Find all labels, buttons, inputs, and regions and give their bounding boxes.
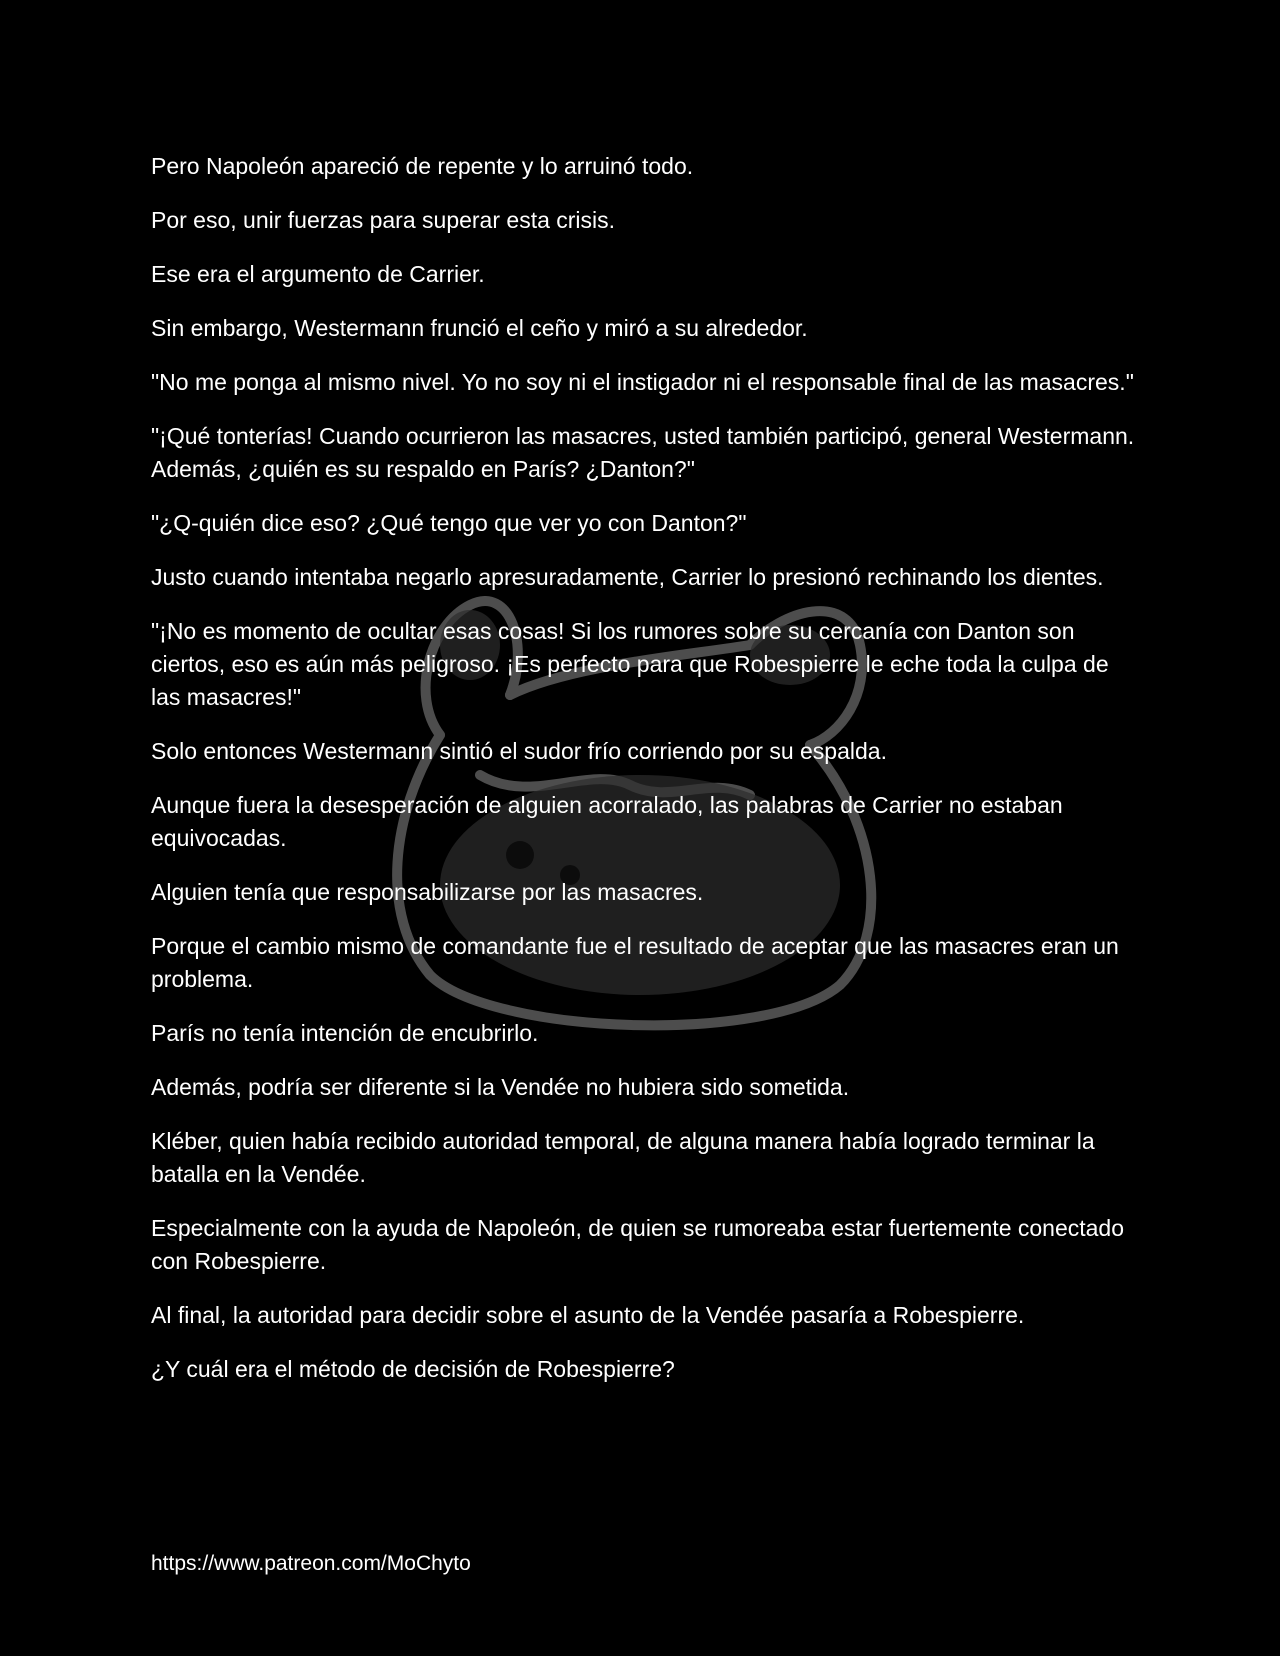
paragraph: "¿Q-quién dice eso? ¿Qué tengo que ver yo con Danton?" xyxy=(151,510,747,536)
paragraph: Además, podría ser diferente si la Vendée no hubiera sido sometida. xyxy=(151,1074,850,1100)
paragraph: Al final, la autoridad para decidir sobre el asunto de la Vendée pasaría a Robespierre. xyxy=(151,1302,1025,1328)
paragraph: Alguien tenía que responsabilizarse por las masacres. xyxy=(151,879,704,905)
paragraph: "¡Qué tonterías! Cuando ocurrieron las masacres, usted también participó, general Westermann. Además, ¿quién es su respaldo en París? ¿Danton?" xyxy=(151,423,1135,482)
paragraph: Justo cuando intentaba negarlo apresuradamente, Carrier lo presionó rechinando los dientes. xyxy=(151,564,1104,590)
paragraph: Kléber, quien había recibido autoridad temporal, de alguna manera había logrado terminar la batalla en la Vendée. xyxy=(151,1128,1095,1187)
paragraph: "No me ponga al mismo nivel. Yo no soy ni el instigador ni el responsable final de las masacres." xyxy=(151,369,1134,395)
paragraph: París no tenía intención de encubrirlo. xyxy=(151,1020,539,1046)
paragraph: Ese era el argumento de Carrier. xyxy=(151,261,485,287)
paragraph: Porque el cambio mismo de comandante fue el resultado de aceptar que las masacres eran un problema. xyxy=(151,933,1119,992)
patreon-link[interactable]: https://www.patreon.com/MoChyto xyxy=(151,1552,471,1575)
paragraph: "¡No es momento de ocultar esas cosas! Si los rumores sobre su cercanía con Danton son ciertos, eso es aún más peligroso. ¡Es perfecto para que Robespierre le eche toda la culpa de las masacres!" xyxy=(151,618,1109,710)
chapter-text xyxy=(151,150,1136,1407)
paragraph: ¿Y cuál era el método de decisión de Robespierre? xyxy=(151,1356,675,1382)
paragraph: Especialmente con la ayuda de Napoleón, de quien se rumoreaba estar fuertemente conectado con Robespierre. xyxy=(151,1215,1125,1274)
paragraph: Solo entonces Westermann sintió el sudor frío corriendo por su espalda. xyxy=(151,738,887,764)
paragraph: Aunque fuera la desesperación de alguien acorralado, las palabras de Carrier no estaban equivocadas. xyxy=(151,792,1063,851)
paragraph: Por eso, unir fuerzas para superar esta crisis. xyxy=(151,207,616,233)
paragraph: Sin embargo, Westermann frunció el ceño y miró a su alrededor. xyxy=(151,315,808,341)
paragraph: Pero Napoleón apareció de repente y lo arruinó todo. xyxy=(151,153,694,179)
